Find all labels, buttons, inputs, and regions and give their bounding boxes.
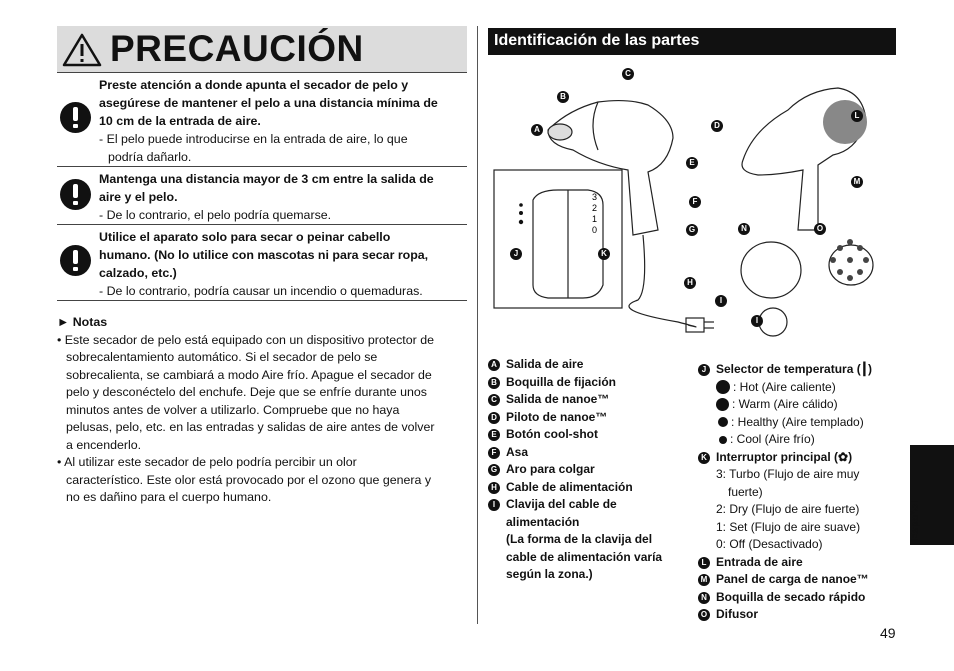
part-text: Salida de nanoe™ bbox=[506, 392, 610, 406]
caution-note: podría dañarlo. bbox=[108, 150, 192, 164]
diagram-label: K bbox=[598, 248, 610, 260]
switch-option: 1: Set (Flujo de aire suave) bbox=[716, 519, 861, 534]
caution-line: Utilice el aparato solo para secar o peinar cabello bbox=[99, 230, 391, 244]
divider bbox=[57, 166, 467, 167]
switch-option: 2: Dry (Flujo de aire fuerte) bbox=[716, 502, 860, 516]
notes-line: pelusas, pelo, etc. en las entradas y salidas de aire antes de volver bbox=[66, 420, 435, 434]
part-letter: O bbox=[698, 609, 710, 621]
notes-line: • Este secador de pelo está equipado con un dispositivo protector de bbox=[57, 332, 434, 347]
caution-note: - De lo contrario, podría causar un incendio o quemaduras. bbox=[99, 284, 423, 298]
divider bbox=[57, 72, 467, 73]
caution-line: Mantenga una distancia mayor de 3 cm entre la salida de bbox=[99, 172, 434, 186]
parts-title: Identificación de las partes bbox=[494, 32, 700, 49]
part-item bbox=[488, 461, 693, 479]
prohibition-icon bbox=[60, 179, 91, 210]
divider bbox=[57, 300, 467, 301]
part-letter: N bbox=[698, 592, 710, 604]
part-item bbox=[488, 409, 693, 427]
part-text: Piloto de nanoe™ bbox=[506, 409, 608, 424]
part-item-cont: (La forma de la clavija del bbox=[506, 532, 653, 546]
parts-list-right bbox=[698, 361, 898, 624]
part-item bbox=[488, 391, 693, 409]
part-letter: B bbox=[488, 377, 500, 389]
temp-option bbox=[698, 379, 898, 397]
part-text: Panel de carga de nanoe™ bbox=[716, 572, 869, 586]
notes-section bbox=[57, 314, 469, 507]
part-item bbox=[698, 589, 898, 607]
caution-item-3 bbox=[99, 228, 467, 300]
warning-triangle-icon bbox=[62, 33, 102, 67]
part-item bbox=[698, 571, 898, 589]
diagram-label: D bbox=[711, 120, 723, 132]
caution-line: Preste atención a donde apunta el secador de pelo y bbox=[99, 78, 409, 92]
part-letter: L bbox=[698, 557, 710, 569]
parts-list-left bbox=[488, 356, 693, 584]
switch-number: 3 bbox=[592, 192, 598, 202]
caution-title: PRECAUCIÓN bbox=[110, 28, 364, 69]
part-text: Botón cool-shot bbox=[506, 427, 598, 441]
diagram-label: H bbox=[684, 277, 696, 289]
part-text: Asa bbox=[506, 444, 529, 459]
caution-item-2 bbox=[99, 170, 467, 224]
diagram-label: G bbox=[686, 224, 698, 236]
notes-line: minutos antes de volver a utilizarlo. Compruebe que no haya bbox=[66, 402, 400, 417]
temp-option-text: : Warm (Aire cálido) bbox=[732, 397, 838, 411]
part-letter: F bbox=[488, 447, 500, 459]
dot-icon bbox=[716, 380, 730, 394]
caution-line: asegúrese de mantener el pelo a una distancia mínima de bbox=[99, 96, 438, 110]
part-letter: H bbox=[488, 482, 500, 494]
part-text: Interruptor principal ( bbox=[716, 449, 839, 464]
diagram-label: I bbox=[751, 315, 763, 327]
diagram-label: L bbox=[851, 110, 863, 122]
notes-line: sobrecalienta, se cambiará a modo Aire frío. Apague el secador de bbox=[66, 367, 432, 382]
diagram-label: J bbox=[510, 248, 522, 260]
notes-line: pelo y desconéctelo del enchufe. Deje que se enfríe durante unos bbox=[66, 385, 427, 399]
part-letter: A bbox=[488, 359, 500, 371]
switch-option: fuerte) bbox=[728, 484, 763, 499]
temp-option bbox=[698, 431, 898, 449]
temp-option bbox=[698, 414, 898, 432]
notes-line: • Al utilizar este secador de pelo podría percibir un olor bbox=[57, 455, 357, 469]
diagram-label: E bbox=[686, 157, 698, 169]
part-text: Boquilla de secado rápido bbox=[716, 589, 866, 604]
part-text: ) bbox=[848, 449, 853, 464]
switch-number: 1 bbox=[592, 214, 598, 224]
notes-line: sobrecalentamiento automático. Si el secador de pelo se bbox=[66, 350, 378, 364]
temp-option-text: : Healthy (Aire templado) bbox=[731, 414, 864, 429]
temp-option-text: : Hot (Aire caliente) bbox=[733, 379, 836, 394]
hair-dryer-diagram bbox=[488, 60, 898, 360]
part-item bbox=[488, 444, 693, 462]
part-text: Cable de alimentación bbox=[506, 479, 633, 494]
part-item bbox=[698, 361, 898, 379]
part-text: Selector de temperatura ( bbox=[716, 362, 861, 376]
switch-number: 0 bbox=[592, 225, 598, 235]
caution-note: - El pelo puede introducirse en la entrada de aire, lo que bbox=[99, 132, 408, 146]
part-item bbox=[698, 449, 898, 467]
part-text: Clavija del cable de bbox=[506, 497, 617, 511]
part-letter: C bbox=[488, 394, 500, 406]
notes-line: a encenderlo. bbox=[66, 437, 142, 452]
part-item bbox=[488, 426, 693, 444]
part-text: Entrada de aire bbox=[716, 554, 803, 569]
fan-icon: ✿ bbox=[838, 449, 849, 464]
part-item bbox=[698, 554, 898, 572]
part-letter: J bbox=[698, 364, 710, 376]
dot-icon bbox=[718, 417, 728, 427]
caution-item-1 bbox=[99, 76, 467, 166]
prohibition-icon bbox=[60, 102, 91, 133]
part-letter: I bbox=[488, 499, 500, 511]
column-divider bbox=[477, 26, 478, 624]
diagram-label: A bbox=[531, 124, 543, 136]
diagram-label: I bbox=[715, 295, 727, 307]
part-letter: K bbox=[698, 452, 710, 464]
diagram-label: M bbox=[851, 176, 863, 188]
part-item-cont: según la zona.) bbox=[506, 567, 593, 581]
part-item-cont: alimentación bbox=[506, 514, 580, 529]
switch-option: 0: Off (Desactivado) bbox=[716, 537, 823, 551]
temp-option bbox=[698, 396, 898, 414]
part-text: Salida de aire bbox=[506, 357, 584, 371]
part-item-cont: cable de alimentación varía bbox=[506, 549, 663, 564]
part-letter: M bbox=[698, 574, 710, 586]
part-item bbox=[488, 479, 693, 497]
switch-option: 3: Turbo (Flujo de aire muy bbox=[716, 467, 860, 481]
diagram-label: O bbox=[814, 223, 826, 235]
page-number: 49 bbox=[880, 625, 896, 641]
part-text: Boquilla de fijación bbox=[506, 374, 617, 389]
divider bbox=[57, 224, 467, 225]
diagram-label: C bbox=[622, 68, 634, 80]
part-item bbox=[698, 606, 898, 624]
diagram-label: F bbox=[689, 196, 701, 208]
dot-icon bbox=[716, 398, 729, 411]
notes-line: no es dañino para el cuerpo humano. bbox=[66, 490, 272, 504]
caution-note: - De lo contrario, el pelo podría quemarse. bbox=[99, 208, 332, 222]
switch-number: 2 bbox=[592, 203, 598, 213]
part-letter: D bbox=[488, 412, 500, 424]
language-label: Español bbox=[910, 501, 921, 540]
part-text: Aro para colgar bbox=[506, 462, 595, 476]
part-letter: G bbox=[488, 464, 500, 476]
caution-line: humano. (No lo utilice con mascotas ni para secar ropa, bbox=[99, 248, 429, 262]
dot-icon bbox=[719, 436, 727, 444]
part-letter: E bbox=[488, 429, 500, 441]
diagram-label: B bbox=[557, 91, 569, 103]
part-item bbox=[488, 374, 693, 392]
notes-heading: ► Notas bbox=[57, 315, 108, 329]
part-item bbox=[488, 496, 693, 514]
caution-line: 10 cm de la entrada de aire. bbox=[99, 114, 261, 128]
part-text: ) bbox=[867, 362, 872, 376]
temp-option-text: : Cool (Aire frío) bbox=[730, 432, 815, 446]
diagram-label: N bbox=[738, 223, 750, 235]
notes-line: característico. Este olor está provocado por el ozono que genera y bbox=[66, 472, 432, 487]
prohibition-icon bbox=[60, 245, 91, 276]
caution-line: aire y el pelo. bbox=[99, 190, 178, 204]
part-item bbox=[488, 356, 693, 374]
thermometer-icon: ┃ bbox=[860, 362, 868, 376]
caution-line: calzado, etc.) bbox=[99, 266, 177, 280]
part-text: Difusor bbox=[716, 607, 758, 621]
